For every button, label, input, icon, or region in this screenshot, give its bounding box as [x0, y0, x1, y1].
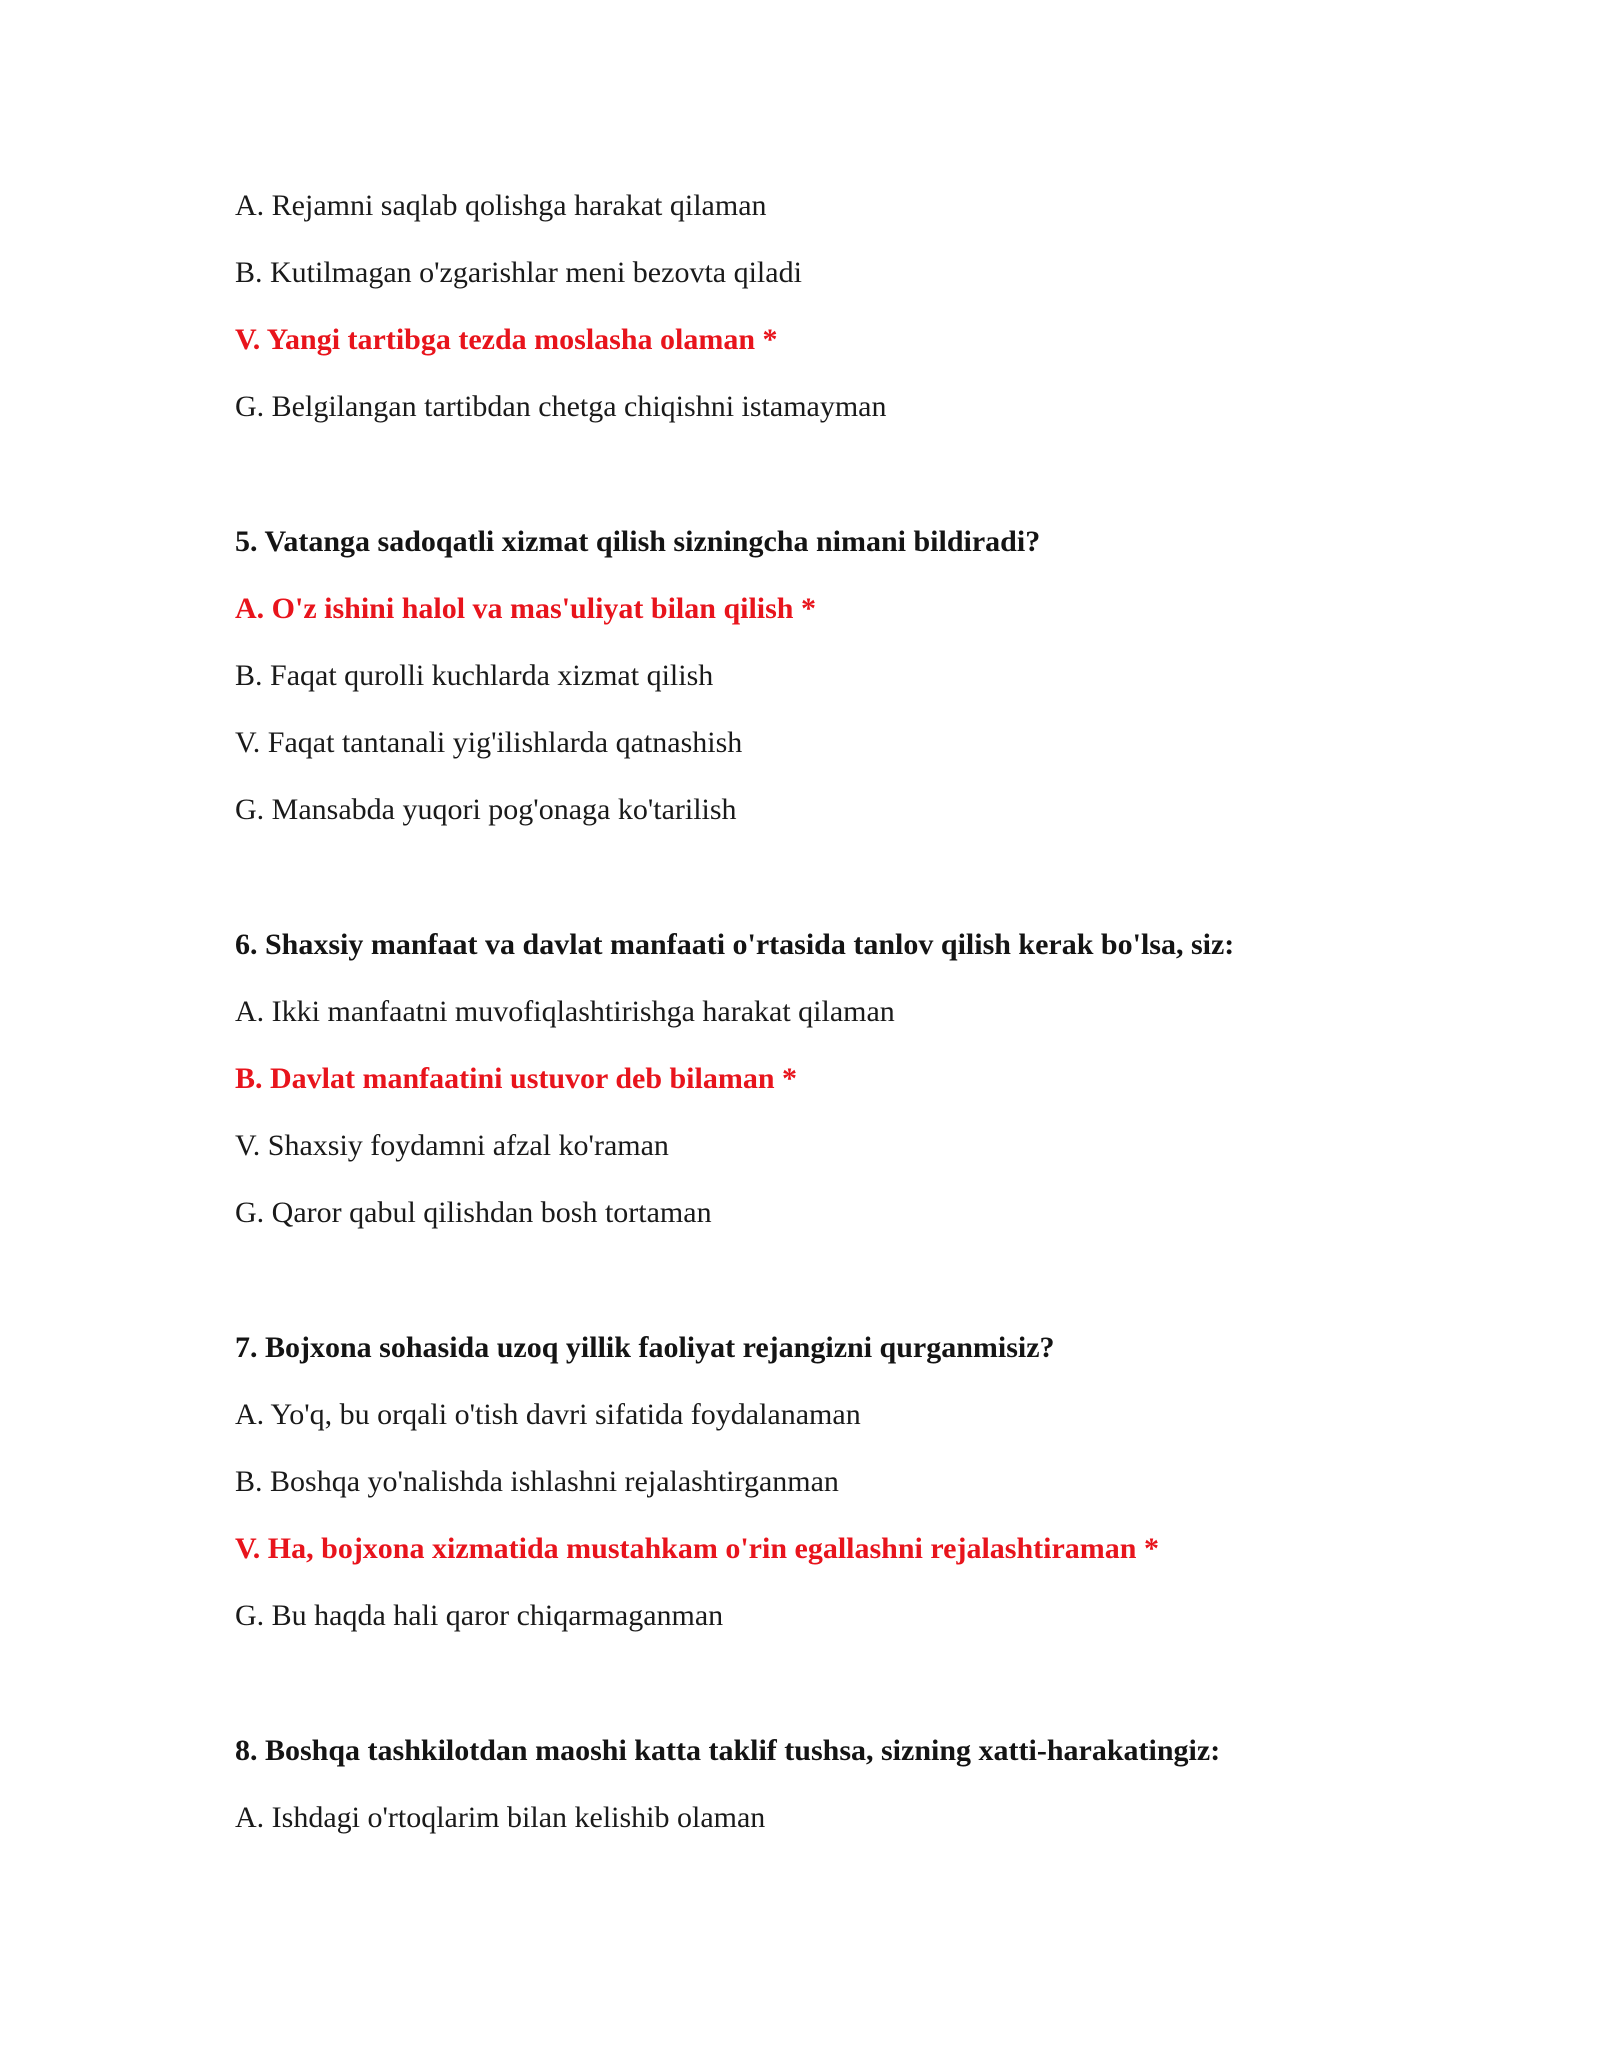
question-block-4 — [235, 186, 1435, 427]
option-g: G. Mansabda yuqori pog'onaga ko'tarilish — [235, 793, 737, 826]
option-b: B. Faqat qurolli kuchlarda xizmat qilish — [235, 659, 714, 692]
option-a: A. Ikki manfaatni muvofiqlashtirishga harakat qilaman — [235, 995, 895, 1028]
question-text: 7. Bojxona sohasida uzoq yillik faoliyat rejangizni qurganmisiz? — [235, 1331, 1055, 1364]
question-text: 5. Vatanga sadoqatli xizmat qilish sizningcha nimani bildiradi? — [235, 525, 1041, 558]
option-a: A. Rejamni saqlab qolishga harakat qilaman — [235, 189, 767, 222]
option-b-correct: B. Davlat manfaatini ustuvor deb bilaman * — [235, 1062, 798, 1095]
option-g: G. Belgilangan tartibdan chetga chiqishni istamayman — [235, 390, 887, 423]
option-v: V. Shaxsiy foydamni afzal ko'raman — [235, 1129, 669, 1162]
question-block-5 — [235, 522, 1435, 830]
spacer — [235, 857, 1435, 925]
document-page — [235, 186, 1435, 1865]
question-text: 6. Shaxsiy manfaat va davlat manfaati o'rtasida tanlov qilish kerak bo'lsa, siz: — [235, 928, 1235, 961]
spacer — [235, 1260, 1435, 1328]
option-a: A. Yo'q, bu orqali o'tish davri sifatida foydalanaman — [235, 1398, 861, 1431]
option-g: G. Qaror qabul qilishdan bosh tortaman — [235, 1196, 712, 1229]
option-v: V. Faqat tantanali yig'ilishlarda qatnashish — [235, 726, 743, 759]
option-v-correct: V. Yangi tartibga tezda moslasha olaman * — [235, 323, 778, 356]
question-block-8 — [235, 1731, 1435, 1838]
option-a: A. Ishdagi o'rtoqlarim bilan kelishib olaman — [235, 1801, 766, 1834]
question-text: 8. Boshqa tashkilotdan maoshi katta taklif tushsa, sizning xatti-harakatingiz: — [235, 1734, 1221, 1767]
option-b: B. Boshqa yo'nalishda ishlashni rejalashtirganman — [235, 1465, 839, 1498]
question-block-7 — [235, 1328, 1435, 1636]
spacer — [235, 454, 1435, 522]
option-b: B. Kutilmagan o'zgarishlar meni bezovta qiladi — [235, 256, 802, 289]
option-v-correct: V. Ha, bojxona xizmatida mustahkam o'rin egallashni rejalashtiraman * — [235, 1532, 1159, 1565]
option-g: G. Bu haqda hali qaror chiqarmaganman — [235, 1599, 724, 1632]
spacer — [235, 1663, 1435, 1731]
question-block-6 — [235, 925, 1435, 1233]
option-a-correct: A. O'z ishini halol va mas'uliyat bilan qilish * — [235, 592, 816, 625]
